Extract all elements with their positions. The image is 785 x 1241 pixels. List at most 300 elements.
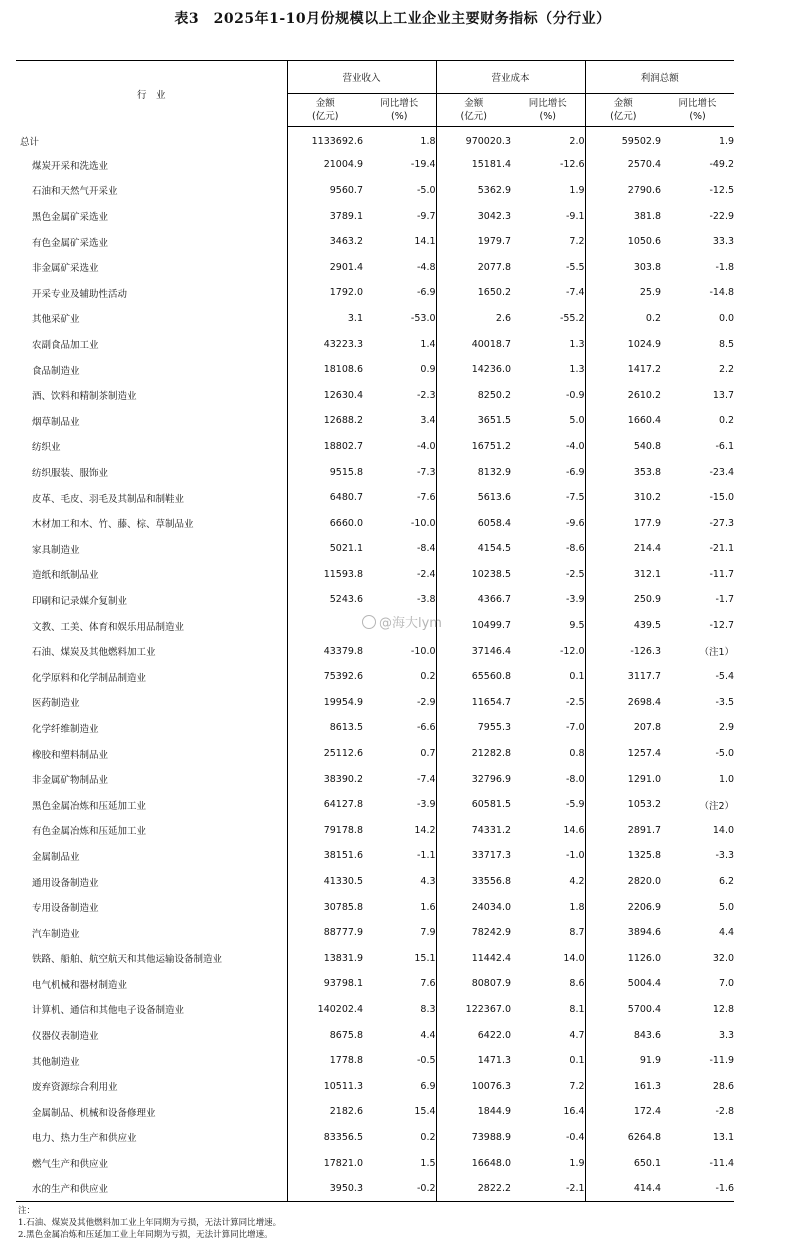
amount-cell xyxy=(287,613,363,639)
table-row xyxy=(16,690,734,716)
growth-cell: 7.0 xyxy=(718,978,735,990)
revenue-header: 营业收入 xyxy=(287,61,436,94)
industry-name: 石油、煤炭及其他燃料加工业 xyxy=(16,638,287,664)
growth-cell: 12.8 xyxy=(712,1003,735,1015)
table-row xyxy=(16,485,734,511)
growth-cell: -2.5 xyxy=(511,690,585,716)
amount-cell: 6480.7 xyxy=(329,492,363,504)
growth-cell: -2.3 xyxy=(363,382,436,408)
industry-name: 总计 xyxy=(16,127,287,153)
amount-cell: 8132.9 xyxy=(477,466,512,478)
amount-cell: -126.3 xyxy=(630,645,662,657)
industry-name: 计算机、通信和其他电子设备制造业 xyxy=(16,997,287,1023)
table-row xyxy=(16,382,734,408)
growth-cell: 0.0 xyxy=(718,312,735,324)
growth-cell: 1.9 xyxy=(511,1150,585,1176)
growth-cell: -0.5 xyxy=(363,1048,436,1074)
amount-cell: 353.8 xyxy=(633,466,662,478)
amount-cell: 439.5 xyxy=(633,620,662,632)
growth-cell: -0.4 xyxy=(511,1125,585,1151)
table-row xyxy=(16,280,734,306)
industry-name: 水的生产和供应业 xyxy=(16,1176,287,1202)
growth-cell: -4.0 xyxy=(363,434,436,460)
amount-cell: 79178.8 xyxy=(323,824,363,836)
amount-cell: 2820.0 xyxy=(627,876,662,888)
amount-cell: 18802.7 xyxy=(323,440,363,452)
table-row xyxy=(16,766,734,792)
amount-cell: 250.9 xyxy=(633,594,662,606)
table-row xyxy=(16,843,734,869)
amount-cell: 10511.3 xyxy=(323,1080,363,1092)
industry-name: 有色金属冶炼和压延加工业 xyxy=(16,818,287,844)
notes xyxy=(18,1205,281,1241)
growth-cell: 8.1 xyxy=(511,997,585,1023)
growth-cell: -2.4 xyxy=(363,562,436,588)
table-row xyxy=(16,818,734,844)
growth-cell: -5.4 xyxy=(715,671,735,683)
amount-cell: 122367.0 xyxy=(465,1003,512,1015)
amount-cell: 1133692.6 xyxy=(311,136,363,148)
amount-cell: 2901.4 xyxy=(329,261,363,273)
amount-cell: 91.9 xyxy=(639,1055,662,1067)
growth-cell: -1.7 xyxy=(715,594,735,606)
industry-name: 医药制造业 xyxy=(16,690,287,716)
table-row xyxy=(16,152,734,178)
table-row xyxy=(16,741,734,767)
growth-cell: -4.0 xyxy=(511,434,585,460)
growth-cell: 1.6 xyxy=(363,894,436,920)
notes-label: 注： xyxy=(18,1206,36,1216)
growth-cell: -7.6 xyxy=(363,485,436,511)
amount-cell: 11654.7 xyxy=(471,696,512,708)
table-row xyxy=(16,229,734,255)
table-row xyxy=(16,178,734,204)
amount-cell: 3.1 xyxy=(347,312,363,324)
growth-cell: 1.8 xyxy=(511,894,585,920)
amount-cell: 1050.6 xyxy=(627,236,662,248)
table-row xyxy=(16,894,734,920)
growth-cell: 33.3 xyxy=(712,236,735,248)
amount-cell: 43223.3 xyxy=(323,338,363,350)
table-row xyxy=(16,792,734,818)
growth-cell: 4.2 xyxy=(511,869,585,895)
profit-header: 利润总额 xyxy=(585,61,734,94)
growth-cell: -9.7 xyxy=(363,203,436,229)
industry-name: 烟草制品业 xyxy=(16,408,287,434)
growth-cell: -15.0 xyxy=(709,492,735,504)
amount-cell: 10499.7 xyxy=(471,620,512,632)
amount-cell: 1778.8 xyxy=(329,1055,363,1067)
amount-cell: 5004.4 xyxy=(627,978,662,990)
amount-cell: 1024.9 xyxy=(627,338,662,350)
amount-cell: 1979.7 xyxy=(477,236,512,248)
industry-name: 造纸和纸制品业 xyxy=(16,562,287,588)
growth-cell: 4.3 xyxy=(363,869,436,895)
growth-cell: -2.8 xyxy=(715,1106,735,1118)
growth-cell: -53.0 xyxy=(363,306,436,332)
amount-cell: 1257.4 xyxy=(627,748,662,760)
amount-cell: 140202.4 xyxy=(317,1003,363,1015)
growth-cell: 5.0 xyxy=(718,901,735,913)
growth-cell: -10.0 xyxy=(363,638,436,664)
growth-cell: 4.4 xyxy=(718,927,735,939)
amount-cell: 37146.4 xyxy=(471,645,512,657)
growth-subheader: 同比增长 (%) xyxy=(511,94,585,127)
amount-cell: 10076.3 xyxy=(471,1080,512,1092)
amount-cell: 16751.2 xyxy=(471,440,512,452)
amount-cell: 2698.4 xyxy=(627,696,662,708)
industry-name: 电力、热力生产和供应业 xyxy=(16,1125,287,1151)
amount-cell: 5021.1 xyxy=(329,543,363,555)
amount-cell: 1844.9 xyxy=(477,1106,512,1118)
amount-cell: 9515.8 xyxy=(329,466,363,478)
industry-name: 黑色金属矿采选业 xyxy=(16,203,287,229)
amount-cell: 540.8 xyxy=(633,440,662,452)
table-row xyxy=(16,510,734,536)
amount-cell: 32796.9 xyxy=(471,773,512,785)
growth-cell: -5.0 xyxy=(715,748,735,760)
growth-cell: -3.8 xyxy=(363,587,436,613)
growth-cell: 5.0 xyxy=(511,408,585,434)
industry-name: 化学纤维制造业 xyxy=(16,715,287,741)
amount-cell: 1291.0 xyxy=(627,773,662,785)
table-row xyxy=(16,664,734,690)
amount-cell: 41330.5 xyxy=(323,876,363,888)
table-row xyxy=(16,203,734,229)
industry-name: 有色金属矿采选业 xyxy=(16,229,287,255)
growth-cell: -11.7 xyxy=(709,568,735,580)
industry-name: 其他采矿业 xyxy=(16,306,287,332)
amount-cell: 9560.7 xyxy=(329,184,363,196)
amount-cell: 2570.4 xyxy=(627,159,662,171)
industry-name: 纺织业 xyxy=(16,434,287,460)
growth-cell: （注1） xyxy=(699,647,735,659)
amount-cell: 83356.5 xyxy=(323,1131,363,1143)
growth-cell: -3.9 xyxy=(363,792,436,818)
growth-cell: 14.6 xyxy=(511,818,585,844)
growth-cell: 14.2 xyxy=(363,818,436,844)
growth-cell: 0.1 xyxy=(511,664,585,690)
amount-cell: 59502.9 xyxy=(621,136,662,148)
table-row xyxy=(16,1150,734,1176)
growth-cell: -9.6 xyxy=(511,510,585,536)
amount-cell: 12630.4 xyxy=(323,389,363,401)
table-row xyxy=(16,459,734,485)
amount-cell: 6422.0 xyxy=(477,1029,512,1041)
amount-cell: 6058.4 xyxy=(477,517,512,529)
amount-cell: 17821.0 xyxy=(323,1157,363,1169)
growth-cell: -7.3 xyxy=(363,459,436,485)
growth-cell: -6.1 xyxy=(715,440,735,452)
amount-cell: 40018.7 xyxy=(471,338,512,350)
growth-cell: 7.6 xyxy=(363,971,436,997)
growth-cell: -1.8 xyxy=(715,261,735,273)
growth-cell: 0.7 xyxy=(363,741,436,767)
table-row xyxy=(16,920,734,946)
growth-cell: -4.8 xyxy=(363,254,436,280)
growth-cell: 2.9 xyxy=(718,722,735,734)
table-row xyxy=(16,997,734,1023)
growth-cell: -6.9 xyxy=(363,280,436,306)
growth-cell: 1.3 xyxy=(511,331,585,357)
amount-cell: 3117.7 xyxy=(627,671,662,683)
amount-cell: 6660.0 xyxy=(329,517,363,529)
amount-cell: 88777.9 xyxy=(323,927,363,939)
amount-cell: 33556.8 xyxy=(471,876,512,888)
amount-cell: 4366.7 xyxy=(477,594,512,606)
table-row xyxy=(16,306,734,332)
industry-name: 燃气生产和供应业 xyxy=(16,1150,287,1176)
industry-name: 石油和天然气开采业 xyxy=(16,178,287,204)
growth-cell: 0.2 xyxy=(718,415,735,427)
table-row xyxy=(16,357,734,383)
growth-cell: 0.2 xyxy=(363,664,436,690)
table-title: 表3 2025年1-10月份规模以上工业企业主要财务指标（分行业） xyxy=(174,11,611,27)
amount-cell: 4154.5 xyxy=(477,543,512,555)
table-row xyxy=(16,971,734,997)
growth-cell: -49.2 xyxy=(709,159,735,171)
growth-cell: 1.9 xyxy=(718,136,735,148)
growth-cell: -12.0 xyxy=(511,638,585,664)
growth-cell: 14.0 xyxy=(511,946,585,972)
growth-cell: -0.9 xyxy=(511,382,585,408)
amount-cell: 1792.0 xyxy=(329,287,363,299)
amount-cell: 2077.8 xyxy=(477,261,512,273)
amount-cell: 24034.0 xyxy=(471,901,512,913)
growth-cell: -3.9 xyxy=(511,587,585,613)
table-row xyxy=(16,1048,734,1074)
growth-cell: 7.9 xyxy=(363,920,436,946)
amount-cell: 25.9 xyxy=(639,287,662,299)
amount-cell: 6264.8 xyxy=(627,1131,662,1143)
industry-name: 非金属矿物制品业 xyxy=(16,766,287,792)
growth-cell: -27.3 xyxy=(709,517,735,529)
amount-cell: 3463.2 xyxy=(329,236,363,248)
note-1: 1.石油、煤炭及其他燃料加工业上年同期为亏损，无法计算同比增速。 xyxy=(18,1218,282,1228)
amount-cell: 78242.9 xyxy=(471,927,512,939)
industry-name: 汽车制造业 xyxy=(16,920,287,946)
amount-cell: 1471.3 xyxy=(477,1055,512,1067)
growth-cell: 14.0 xyxy=(712,824,735,836)
table-row xyxy=(16,1022,734,1048)
industry-name: 家具制造业 xyxy=(16,536,287,562)
growth-cell: -5.5 xyxy=(511,254,585,280)
growth-cell: 8.6 xyxy=(511,971,585,997)
amount-cell: 60581.5 xyxy=(471,799,512,811)
amount-cell: 3894.6 xyxy=(627,927,662,939)
amount-cell: 73988.9 xyxy=(471,1131,512,1143)
industry-name: 通用设备制造业 xyxy=(16,869,287,895)
growth-cell: 28.6 xyxy=(712,1080,735,1092)
amount-cell: 3789.1 xyxy=(329,210,363,222)
industry-name: 废弃资源综合利用业 xyxy=(16,1073,287,1099)
amount-subheader: 金额 (亿元) xyxy=(436,94,511,127)
amount-cell: 3651.5 xyxy=(477,415,512,427)
growth-cell: -9.1 xyxy=(511,203,585,229)
amount-cell: 14236.0 xyxy=(471,364,512,376)
growth-cell: 13.7 xyxy=(712,389,735,401)
growth-cell: -12.7 xyxy=(709,620,735,632)
growth-cell: -5.9 xyxy=(511,792,585,818)
amount-cell: 650.1 xyxy=(633,1157,662,1169)
growth-cell: 6.9 xyxy=(363,1073,436,1099)
table-row xyxy=(16,1073,734,1099)
amount-cell: 1660.4 xyxy=(627,415,662,427)
growth-cell: 6.2 xyxy=(718,876,735,888)
amount-cell: 25112.6 xyxy=(323,748,363,760)
growth-cell: 2.0 xyxy=(511,127,585,153)
amount-cell: 2790.6 xyxy=(627,184,662,196)
industry-name: 专用设备制造业 xyxy=(16,894,287,920)
table-row xyxy=(16,715,734,741)
amount-cell: 80807.9 xyxy=(471,978,512,990)
industry-name: 纺织服装、服饰业 xyxy=(16,459,287,485)
growth-cell: （注2） xyxy=(699,800,735,812)
amount-cell: 65560.8 xyxy=(471,671,512,683)
amount-cell: 207.8 xyxy=(633,722,662,734)
growth-cell: -1.1 xyxy=(363,843,436,869)
growth-cell: -2.9 xyxy=(363,690,436,716)
amount-cell: 10238.5 xyxy=(471,568,512,580)
table-row xyxy=(16,536,734,562)
amount-cell: 74331.2 xyxy=(471,824,512,836)
growth-cell: 15.4 xyxy=(363,1099,436,1125)
amount-cell: 33717.3 xyxy=(471,850,512,862)
amount-cell: 11593.8 xyxy=(323,568,363,580)
amount-cell: 2822.2 xyxy=(436,1176,511,1202)
table-row xyxy=(16,1176,734,1202)
growth-cell: -8.0 xyxy=(511,766,585,792)
industry-name: 皮革、毛皮、羽毛及其制品和制鞋业 xyxy=(16,485,287,511)
growth-cell: 7.2 xyxy=(511,1073,585,1099)
growth-cell: -8.6 xyxy=(511,536,585,562)
growth-subheader: 同比增长 (%) xyxy=(363,94,436,127)
amount-cell: 13831.9 xyxy=(323,952,363,964)
amount-subheader: 金额 (亿元) xyxy=(585,94,661,127)
industry-name: 仪器仪表制造业 xyxy=(16,1022,287,1048)
table-row xyxy=(16,434,734,460)
industry-name: 橡胶和塑料制品业 xyxy=(16,741,287,767)
growth-cell: -7.4 xyxy=(511,280,585,306)
amount-cell: 5362.9 xyxy=(477,184,512,196)
amount-cell: 38151.6 xyxy=(323,850,363,862)
industry-name: 黑色金属冶炼和压延加工业 xyxy=(16,792,287,818)
growth-cell: 1.8 xyxy=(363,127,436,153)
growth-cell: -3.5 xyxy=(715,696,735,708)
amount-cell: 177.9 xyxy=(633,517,662,529)
industry-header: 行 业 xyxy=(16,61,287,127)
watermark-text: @海大lym xyxy=(379,616,442,631)
amount-cell: 843.6 xyxy=(633,1029,662,1041)
table-row xyxy=(16,408,734,434)
industry-name: 文教、工美、体育和娱乐用品制造业 xyxy=(16,613,287,639)
amount-cell: 312.1 xyxy=(633,568,662,580)
growth-cell: -22.9 xyxy=(709,210,735,222)
amount-cell: 43379.8 xyxy=(323,645,363,657)
growth-cell: -6.9 xyxy=(511,459,585,485)
amount-cell: 3950.3 xyxy=(287,1176,363,1202)
industry-name: 化学原料和化学制品制造业 xyxy=(16,664,287,690)
amount-cell: 21004.9 xyxy=(323,159,363,171)
industry-name: 食品制造业 xyxy=(16,357,287,383)
amount-cell: 38390.2 xyxy=(323,773,363,785)
amount-cell: 8613.5 xyxy=(329,722,363,734)
amount-cell: 2182.6 xyxy=(329,1106,363,1118)
amount-subheader: 金额 (亿元) xyxy=(287,94,363,127)
growth-cell: 1.4 xyxy=(363,331,436,357)
amount-cell: 16648.0 xyxy=(471,1157,512,1169)
table-row xyxy=(16,638,734,664)
growth-cell: 3.3 xyxy=(718,1029,735,1041)
growth-cell: -11.4 xyxy=(709,1157,735,1169)
industry-name: 开采专业及辅助性活动 xyxy=(16,280,287,306)
growth-cell: 3.4 xyxy=(363,408,436,434)
amount-cell: 30785.8 xyxy=(323,901,363,913)
growth-cell: 0.8 xyxy=(511,741,585,767)
growth-cell: 8.5 xyxy=(718,338,735,350)
growth-cell: -23.4 xyxy=(709,466,735,478)
industry-name: 其他制造业 xyxy=(16,1048,287,1074)
amount-cell: 161.3 xyxy=(633,1080,662,1092)
growth-cell: -12.5 xyxy=(709,184,735,196)
growth-cell: 1.5 xyxy=(363,1150,436,1176)
growth-cell: 1.3 xyxy=(511,357,585,383)
amount-cell: 1417.2 xyxy=(627,364,662,376)
table-row xyxy=(16,1099,734,1125)
industry-name: 印刷和记录媒介复制业 xyxy=(16,587,287,613)
amount-cell: 64127.8 xyxy=(323,799,363,811)
industry-name: 金属制品业 xyxy=(16,843,287,869)
amount-cell: 414.4 xyxy=(585,1176,661,1202)
industry-name: 煤炭开采和洗选业 xyxy=(16,152,287,178)
growth-cell: 4.7 xyxy=(511,1022,585,1048)
amount-cell: 5613.6 xyxy=(477,492,512,504)
growth-cell: 15.1 xyxy=(363,946,436,972)
growth-cell: 8.7 xyxy=(511,920,585,946)
growth-cell: -8.4 xyxy=(363,536,436,562)
growth-cell: -6.6 xyxy=(363,715,436,741)
amount-cell: 19954.9 xyxy=(323,696,363,708)
industry-name: 农副食品加工业 xyxy=(16,331,287,357)
growth-cell: -14.8 xyxy=(709,287,735,299)
amount-cell: 2891.7 xyxy=(627,824,662,836)
amount-cell: 1325.8 xyxy=(627,850,662,862)
growth-cell: -10.0 xyxy=(363,510,436,536)
amount-cell: 12688.2 xyxy=(323,415,363,427)
growth-cell: -19.4 xyxy=(363,152,436,178)
amount-cell: 381.8 xyxy=(633,210,662,222)
amount-cell: 172.4 xyxy=(633,1106,662,1118)
growth-cell: -3.3 xyxy=(715,850,735,862)
amount-cell: 310.2 xyxy=(633,492,662,504)
cost-header: 营业成本 xyxy=(436,61,585,94)
amount-cell: 8675.8 xyxy=(329,1029,363,1041)
growth-cell: -21.1 xyxy=(709,543,735,555)
growth-cell: -2.5 xyxy=(511,562,585,588)
amount-cell: 3042.3 xyxy=(477,210,512,222)
industry-name: 金属制品、机械和设备修理业 xyxy=(16,1099,287,1125)
growth-cell: 9.5 xyxy=(511,613,585,639)
growth-cell: 0.1 xyxy=(511,1048,585,1074)
growth-cell: 1.9 xyxy=(511,178,585,204)
amount-cell: 21282.8 xyxy=(471,748,512,760)
growth-cell: -7.0 xyxy=(511,715,585,741)
industry-name: 酒、饮料和精制茶制造业 xyxy=(16,382,287,408)
table-row xyxy=(16,562,734,588)
amount-cell: 303.8 xyxy=(633,261,662,273)
amount-cell: 18108.6 xyxy=(323,364,363,376)
amount-cell: 1053.2 xyxy=(627,799,662,811)
